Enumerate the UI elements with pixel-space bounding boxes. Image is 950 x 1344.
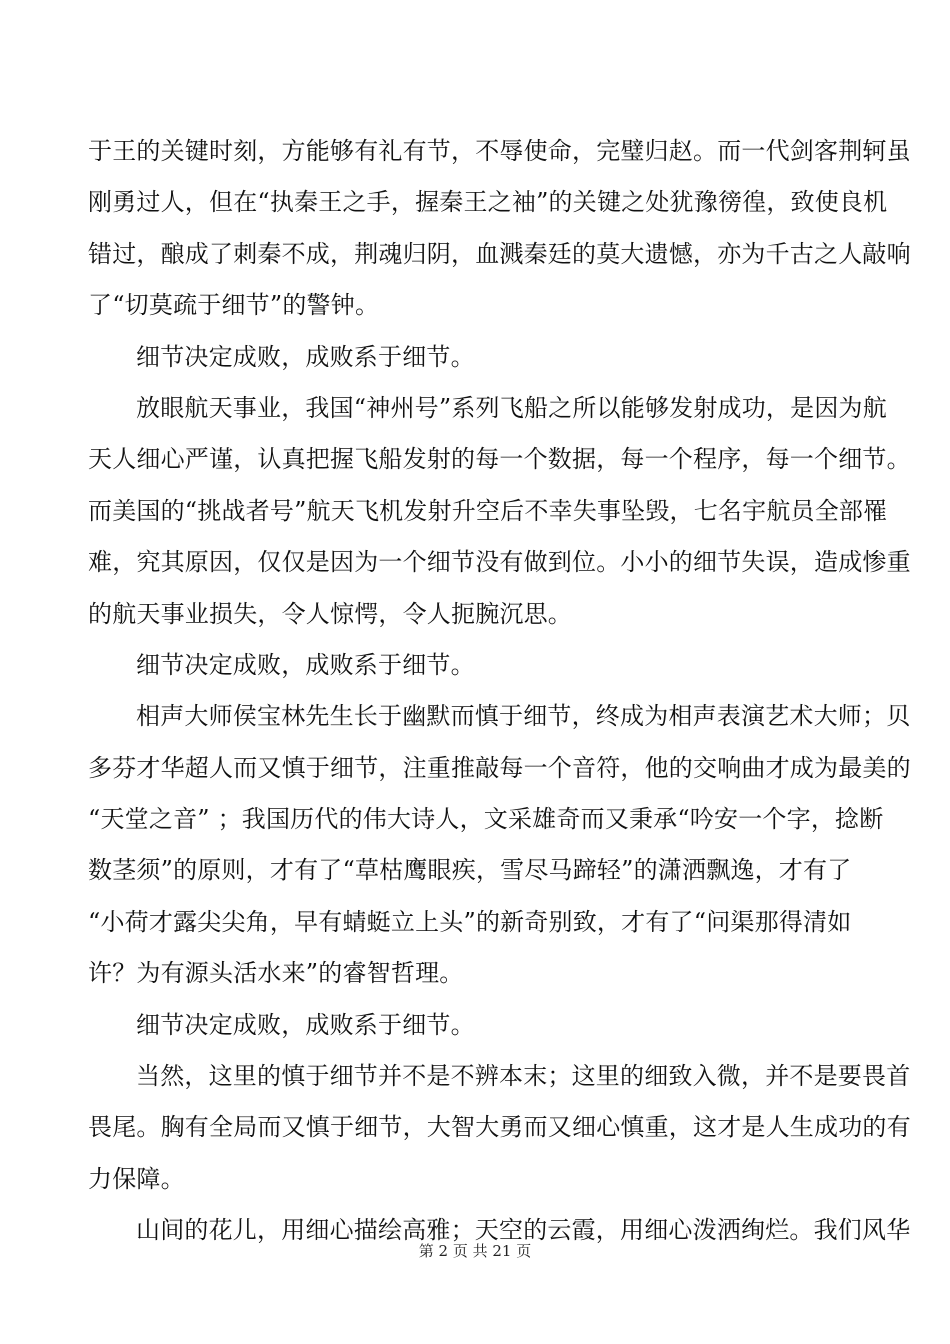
text-line: 放眼航天事业，我国“神州号”系列飞船之所以能够发射成功，是因为航 bbox=[136, 393, 887, 422]
text-line: 当然，这里的慎于细节并不是不辨本末；这里的细致入微，并不是要畏首 bbox=[136, 1062, 911, 1091]
paragraph bbox=[88, 332, 864, 383]
paragraph bbox=[88, 126, 911, 332]
text-line: 畏尾。胸有全局而又慎于细节，大智大勇而又细心慎重，这才是人生成功的有 bbox=[88, 1113, 911, 1142]
page-number-footer: 第 2 页 共 21 页 bbox=[418, 1242, 532, 1260]
text-line: 细节决定成败，成败系于细节。 bbox=[136, 1010, 475, 1039]
paragraph bbox=[88, 691, 911, 999]
text-line: 细节决定成败，成败系于细节。 bbox=[136, 650, 475, 679]
text-line: 于王的关键时刻，方能够有礼有节，不辱使命，完璧归赵。而一代剑客荆轲虽 bbox=[88, 137, 911, 165]
text-line: 许？为有源头活水来”的睿智哲理。 bbox=[88, 959, 464, 988]
text-line: 天人细心严谨，认真把握飞船发射的每一个数据，每一个程序，每一个细节。 bbox=[88, 445, 911, 474]
text-line: 的航天事业损失，令人惊愕，令人扼腕沉思。 bbox=[88, 599, 572, 628]
paragraph bbox=[88, 383, 911, 640]
text-line: 细节决定成败，成败系于细节。 bbox=[136, 342, 475, 371]
text-line: 相声大师侯宝林先生长于幽默而慎于细节，终成为相声表演艺术大师；贝 bbox=[136, 702, 911, 731]
text-line: 刚勇过人，但在“执秦王之手，握秦王之袖”的关键之处犹豫徬徨，致使良机 bbox=[88, 188, 888, 217]
document-body bbox=[88, 126, 911, 1257]
text-line: “天堂之音” ；我国历代的伟大诗人，文采雄奇而又秉承“吟安一个字，捻断 bbox=[88, 805, 884, 834]
text-line: 多芬才华超人而又慎于细节，注重推敲每一个音符，他的交响曲才成为最美的 bbox=[88, 753, 911, 782]
text-line: 力保障。 bbox=[88, 1164, 185, 1193]
text-line: 错过，酿成了刺秦不成，荆魂归阴，血溅秦廷的莫大遗憾，亦为千古之人敲响 bbox=[88, 239, 911, 268]
text-line: 而美国的“挑战者号”航天飞机发射升空后不幸失事坠毁，七名宇航员全部罹 bbox=[88, 496, 888, 525]
text-line: “小荷才露尖尖角，早有蜻蜓立上头”的新奇别致，才有了“问渠那得清如 bbox=[88, 907, 852, 936]
text-line: 山间的花儿，用细心描绘高雅；天空的云霞，用细心泼洒绚烂。我们风华 bbox=[136, 1216, 911, 1245]
text-line: 难，究其原因，仅仅是因为一个细节没有做到位。小小的细节失误，造成惨重 bbox=[88, 548, 911, 577]
text-line: 了“切莫疏于细节”的警钟。 bbox=[88, 291, 380, 320]
paragraph bbox=[88, 1000, 864, 1051]
paragraph bbox=[88, 640, 864, 691]
paragraph bbox=[88, 1051, 911, 1205]
text-line: 数茎须”的原则，才有了“草枯鹰眼疾，雪尽马蹄轻”的潇洒飘逸，才有了 bbox=[88, 856, 852, 885]
